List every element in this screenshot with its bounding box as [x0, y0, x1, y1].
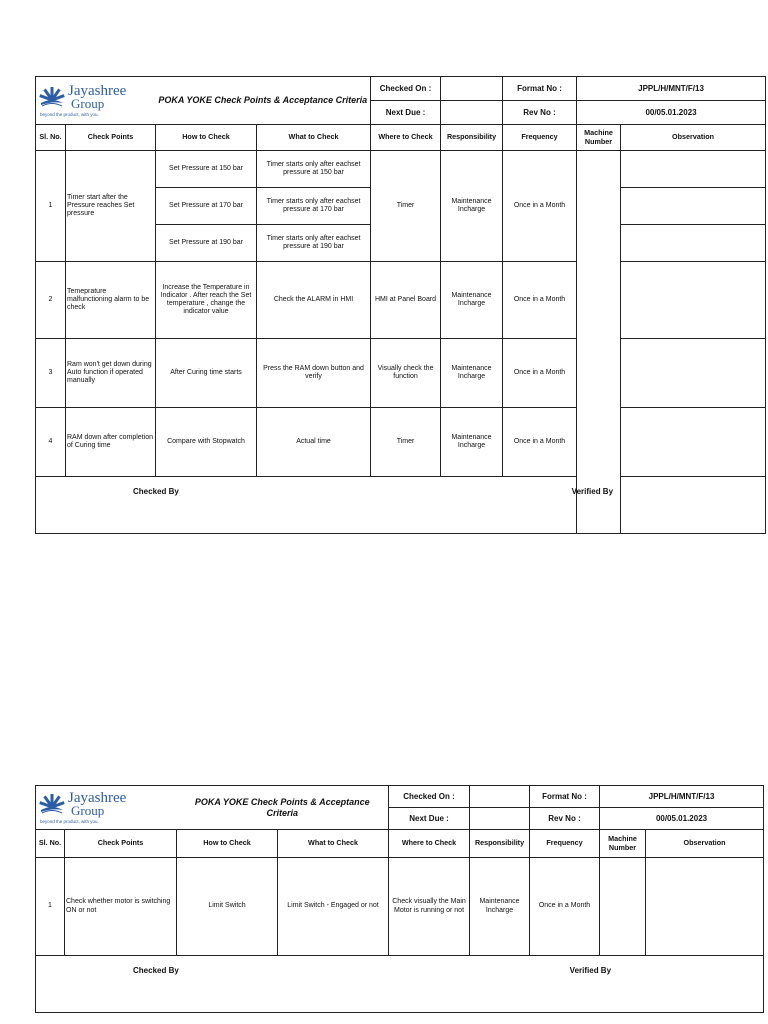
checked-by-label: Checked By	[133, 487, 179, 496]
col-header-sl-no: Sl. No.	[36, 125, 66, 151]
table-row	[36, 408, 766, 477]
col-header-frequency: Frequency	[530, 830, 600, 858]
jayashree-logo-icon	[39, 86, 65, 108]
col-header-observation: Observation	[621, 125, 766, 151]
row-1-sl-no: 1	[36, 858, 65, 956]
table-row	[36, 262, 766, 339]
row-1-how-to-check: Limit Switch	[177, 858, 278, 956]
poka-yoke-sheet-2	[35, 785, 764, 1013]
table-row	[36, 151, 766, 188]
col-header-machine-number: Machine Number	[577, 125, 621, 151]
table-row	[36, 339, 766, 408]
row-1-where-to-check: Check visually the Main Motor is running or not	[389, 858, 470, 956]
col-header-sl-no: Sl. No.	[36, 830, 65, 858]
table-row	[36, 858, 764, 956]
next-due-label: Next Due :	[389, 808, 470, 830]
logo-wordmark	[68, 791, 126, 818]
next-due-field[interactable]	[441, 101, 503, 125]
row-3-observation-field[interactable]	[621, 339, 766, 408]
row-4-responsibility: Maintenance Incharge	[441, 408, 503, 477]
row-1-machine-number-field[interactable]	[600, 858, 646, 956]
row-1-frequency: Once in a Month	[530, 858, 600, 956]
row-2-check-point: Temeprature malfunctioning alarm to be check	[66, 262, 156, 339]
row-3-responsibility: Maintenance Incharge	[441, 339, 503, 408]
row-1a-what-to-check: Timer starts only after eachset pressure at 150 bar	[257, 151, 371, 188]
row-1-observation-field[interactable]	[646, 858, 764, 956]
row-2-where-to-check: HMI at Panel Board	[371, 262, 441, 339]
column-header-row	[36, 830, 764, 858]
col-header-what-to-check: What to Check	[257, 125, 371, 151]
row-1c-observation-field[interactable]	[621, 225, 766, 262]
row-2-responsibility: Maintenance Incharge	[441, 262, 503, 339]
row-2-frequency: Once in a Month	[503, 262, 577, 339]
rev-no-value: 00/05.01.2023	[577, 101, 766, 125]
col-header-how-to-check: How to Check	[156, 125, 257, 151]
row-1-frequency: Once in a Month	[503, 151, 577, 262]
verified-by-label: Verified By	[571, 487, 614, 496]
logo-name-line2: Group	[71, 96, 105, 112]
row-4-how-to-check: Compare with Stopwatch	[156, 408, 257, 477]
company-logo	[36, 77, 156, 125]
row-1-what-to-check: Limit Switch - Engaged or not	[278, 858, 389, 956]
company-logo	[36, 786, 177, 830]
form-title: POKA YOKE Check Points & Acceptance Criteria	[156, 77, 371, 125]
rev-no-label: Rev No :	[530, 808, 600, 830]
logo-name-line1: Jayashree	[68, 790, 127, 807]
col-header-check-points: Check Points	[66, 125, 156, 151]
row-4-what-to-check: Actual time	[257, 408, 371, 477]
row-3-frequency: Once in a Month	[503, 339, 577, 408]
row-4-check-point: RAM down after completion of Curing time	[66, 408, 156, 477]
logo-tagline: beyond the product, with you.	[40, 111, 99, 117]
logo-wordmark	[68, 84, 126, 111]
checked-on-label: Checked On :	[389, 786, 470, 808]
col-header-machine-number: Machine Number	[600, 830, 646, 858]
col-header-check-points: Check Points	[65, 830, 177, 858]
col-header-frequency: Frequency	[503, 125, 577, 151]
col-header-how-to-check: How to Check	[177, 830, 278, 858]
logo-tagline: beyond the product, with you.	[40, 818, 99, 824]
row-1-check-point: Timer start after the Pressure reaches Set pressure	[66, 151, 156, 262]
format-no-label: Format No :	[530, 786, 600, 808]
logo-name-line1: Jayashree	[68, 83, 127, 100]
next-due-field[interactable]	[470, 808, 530, 830]
checked-on-field[interactable]	[470, 786, 530, 808]
row-1-responsibility: Maintenance Incharge	[470, 858, 530, 956]
rev-no-value: 00/05.01.2023	[600, 808, 764, 830]
rev-no-label: Rev No :	[503, 101, 577, 125]
row-1a-observation-field[interactable]	[621, 151, 766, 188]
row-3-what-to-check: Press the RAM down button and verify	[257, 339, 371, 408]
logo-name-line2: Group	[71, 803, 105, 819]
row-4-frequency: Once in a Month	[503, 408, 577, 477]
verified-by-label: Verified By	[569, 966, 612, 975]
col-header-what-to-check: What to Check	[278, 830, 389, 858]
form-title: POKA YOKE Check Points & Acceptance Criteria	[177, 786, 389, 830]
row-1-sl-no: 1	[36, 151, 66, 262]
row-1c-how-to-check: Set Pressure at 190 bar	[156, 225, 257, 262]
row-2-what-to-check: Check the ALARM in HMI	[257, 262, 371, 339]
row-1c-what-to-check: Timer starts only after eachset pressure at 190 bar	[257, 225, 371, 262]
col-header-where-to-check: Where to Check	[371, 125, 441, 151]
col-header-responsibility: Responsibility	[470, 830, 530, 858]
format-no-value: JPPL/H/MNT/F/13	[577, 77, 766, 101]
row-4-sl-no: 4	[36, 408, 66, 477]
row-4-observation-field[interactable]	[621, 408, 766, 477]
row-1b-what-to-check: Timer starts only after eachset pressure at 170 bar	[257, 188, 371, 225]
jayashree-logo-icon	[39, 793, 65, 815]
row-3-check-point: Ram won't get down during Auto function if operated manually	[66, 339, 156, 408]
col-header-where-to-check: Where to Check	[389, 830, 470, 858]
checked-on-field[interactable]	[441, 77, 503, 101]
row-1-where-to-check: Timer	[371, 151, 441, 262]
row-1-responsibility: Maintenance Incharge	[441, 151, 503, 262]
col-header-responsibility: Responsibility	[441, 125, 503, 151]
row-2-how-to-check: Increase the Temperature in Indicator . After reach the Set temperature , change the indicator value	[156, 262, 257, 339]
next-due-label: Next Due :	[371, 101, 441, 125]
checked-on-label: Checked On :	[371, 77, 441, 101]
format-no-value: JPPL/H/MNT/F/13	[600, 786, 764, 808]
row-1b-observation-field[interactable]	[621, 188, 766, 225]
row-1-check-point: Check whether motor is switching ON or not	[65, 858, 177, 956]
row-2-sl-no: 2	[36, 262, 66, 339]
signature-area	[36, 956, 764, 1013]
row-2-observation-field[interactable]	[621, 262, 766, 339]
signature-area	[36, 477, 766, 534]
row-1b-how-to-check: Set Pressure at 170 bar	[156, 188, 257, 225]
row-3-how-to-check: After Curing time starts	[156, 339, 257, 408]
row-3-sl-no: 3	[36, 339, 66, 408]
col-header-observation: Observation	[646, 830, 764, 858]
row-3-where-to-check: Visually check the function	[371, 339, 441, 408]
row-4-where-to-check: Timer	[371, 408, 441, 477]
format-no-label: Format No :	[503, 77, 577, 101]
row-1a-how-to-check: Set Pressure at 150 bar	[156, 151, 257, 188]
column-header-row	[36, 125, 766, 151]
poka-yoke-sheet-1	[35, 76, 766, 534]
checked-by-label: Checked By	[133, 966, 179, 975]
